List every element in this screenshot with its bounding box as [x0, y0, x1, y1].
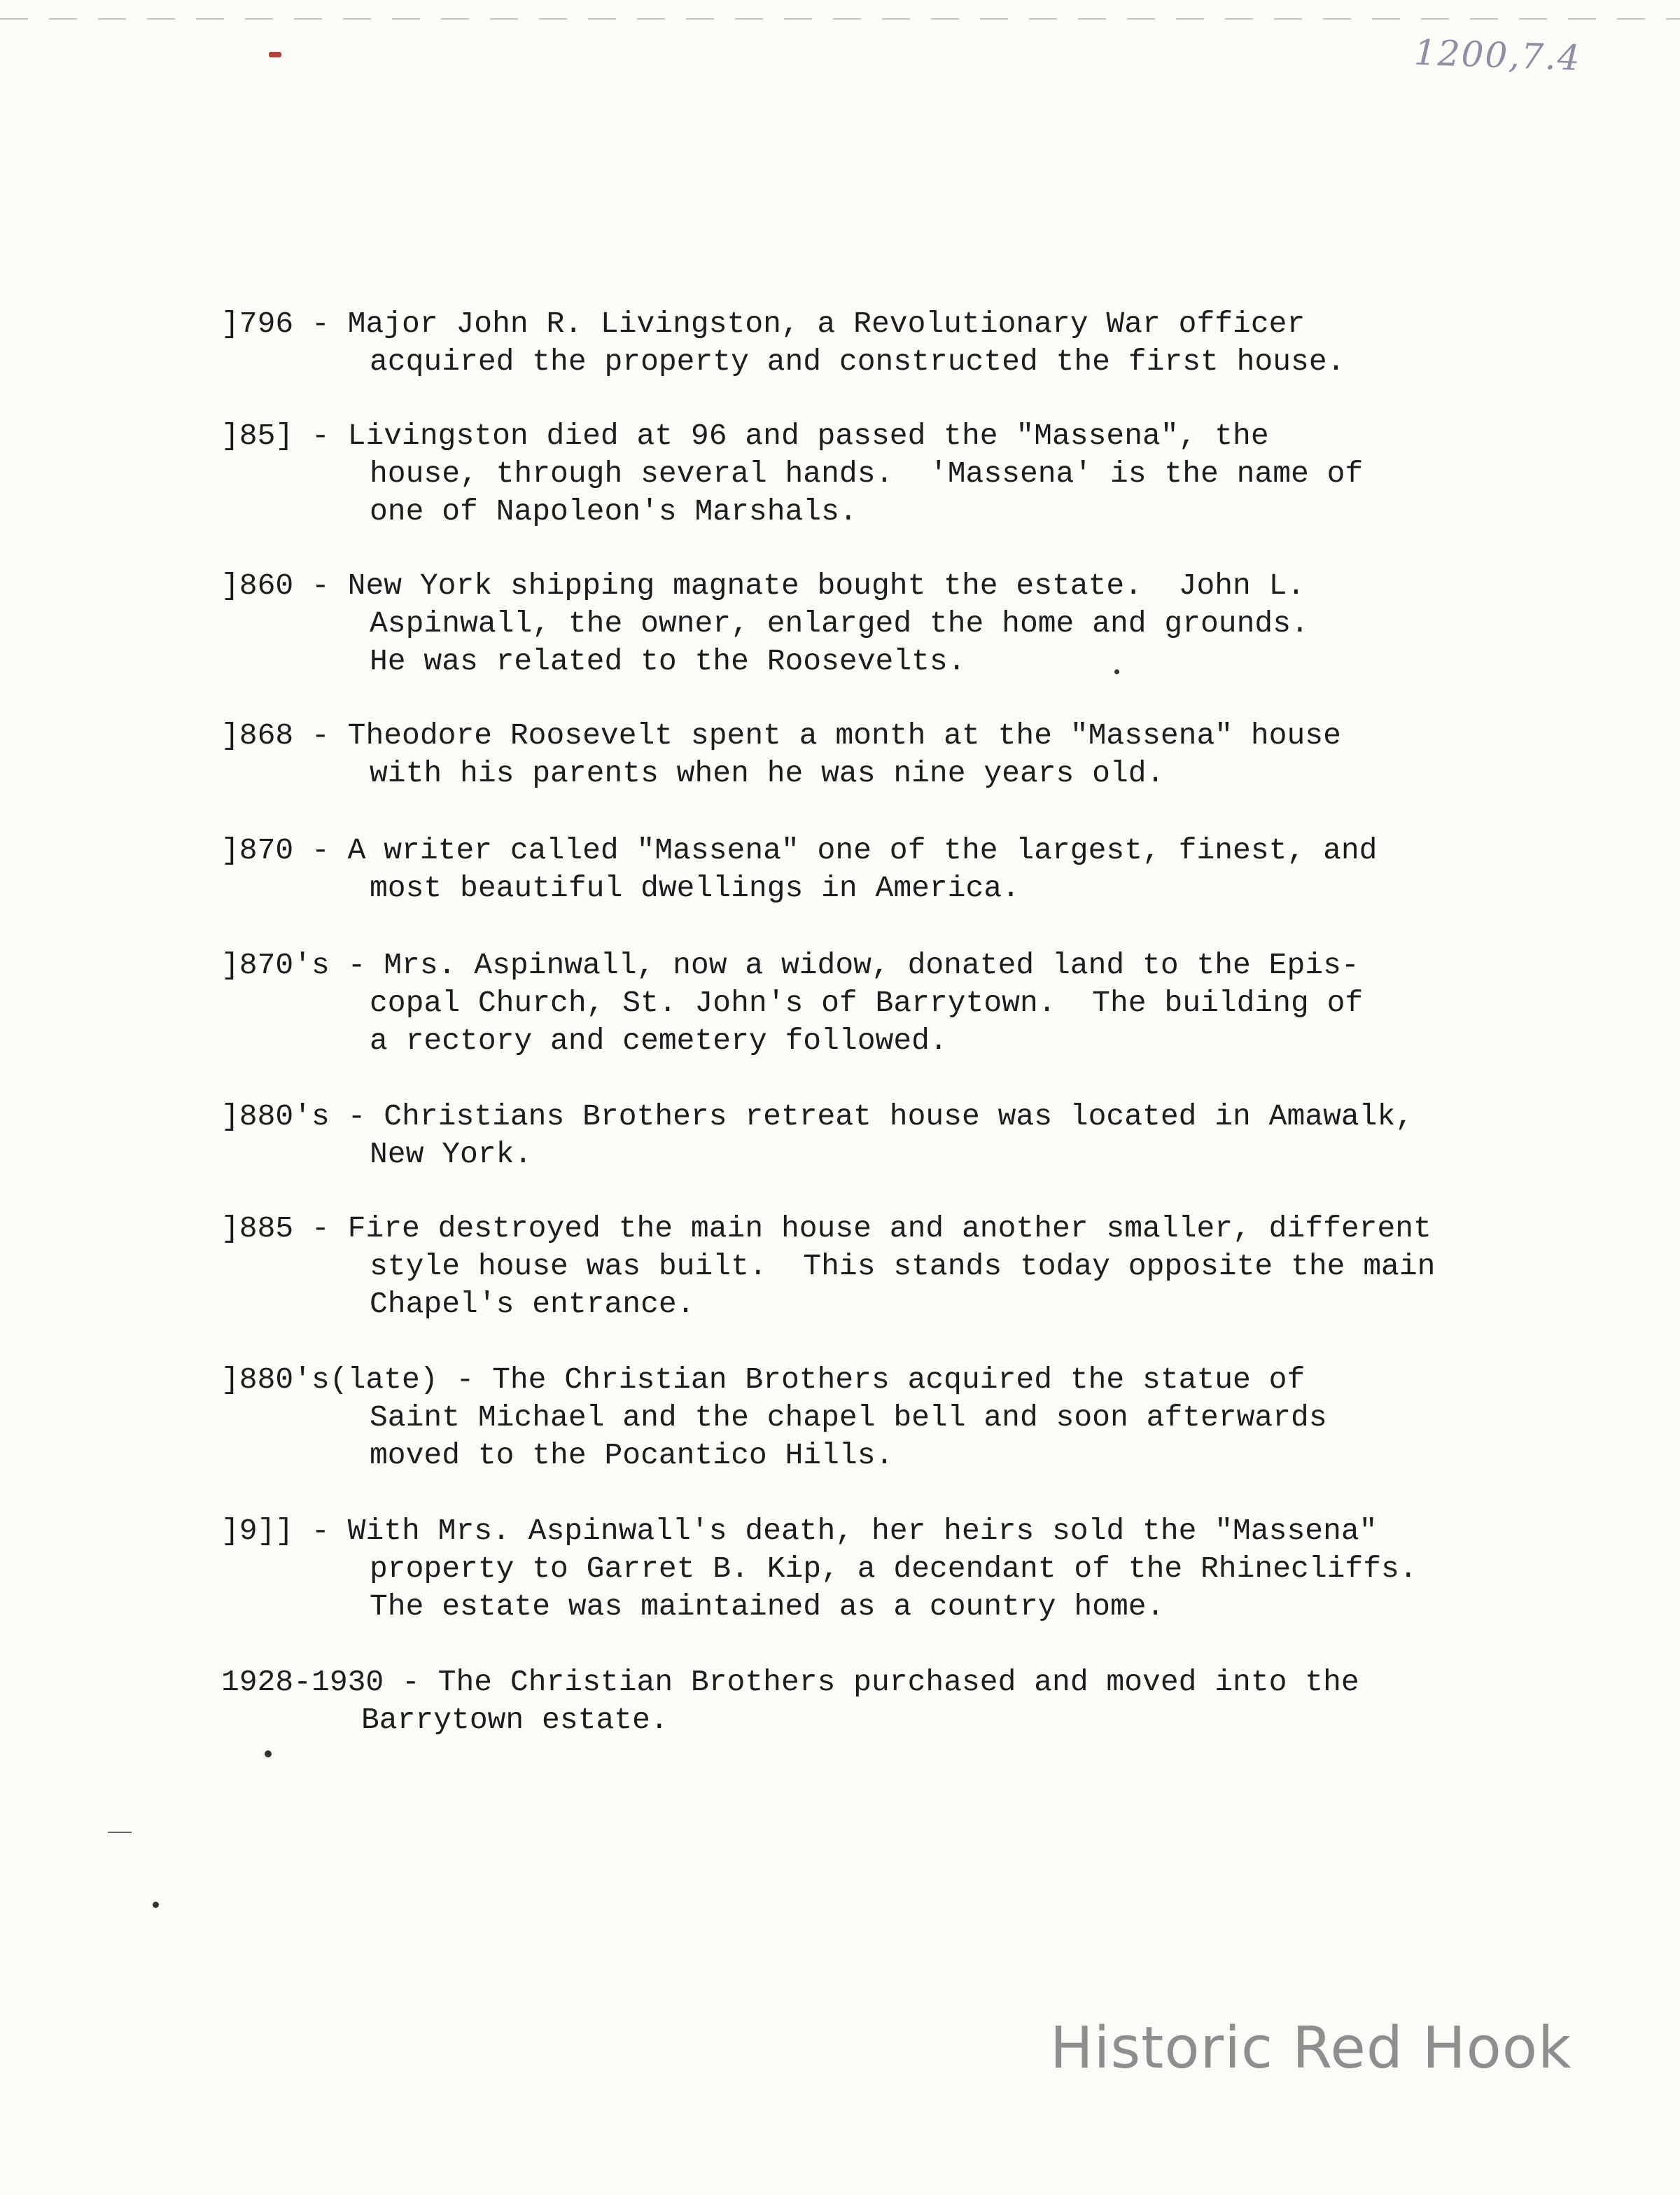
entry-text: The estate was maintained as a country home.	[370, 1589, 1165, 1624]
entry-text: Aspinwall, the owner, enlarged the home and grounds.	[370, 606, 1309, 641]
entry-text: The Christian Brothers acquired the statue of	[492, 1363, 1306, 1397]
entry-text: most beautiful dwellings in America.	[370, 871, 1020, 905]
timeline-entry	[221, 1664, 1593, 1739]
entry-text: Christians Brothers retreat house was located in Amawalk,	[384, 1099, 1414, 1134]
entry-text: one of Napoleon's Marshals.	[370, 494, 858, 529]
entry-text: Livingston died at 96 and passed the "Massena", the	[347, 419, 1269, 453]
timeline-entry	[221, 947, 1593, 1060]
entry-text: moved to the Pocantico Hills.	[370, 1438, 894, 1472]
entry-text: style house was built. This stands today opposite the main	[370, 1249, 1436, 1283]
timeline-entry	[221, 1361, 1593, 1475]
entry-text: New York.	[370, 1137, 533, 1171]
entry-date: ]85]	[221, 419, 294, 453]
entry-dash: -	[293, 307, 348, 341]
entry-text: Saint Michael and the chapel bell and soon afterwards	[370, 1400, 1327, 1435]
timeline-entry	[221, 832, 1593, 907]
entry-dash: -	[293, 1514, 348, 1548]
entry-date: ]868	[221, 718, 294, 753]
entry-dash: -	[438, 1363, 493, 1397]
timeline-entry	[221, 305, 1593, 381]
ink-speck	[1114, 669, 1119, 674]
timeline-entry	[221, 417, 1593, 531]
entry-dash: -	[293, 833, 348, 867]
pencil-mark	[108, 1832, 132, 1833]
ink-speck	[153, 1902, 159, 1908]
entry-date: ]880's(late)	[221, 1363, 438, 1397]
entry-dash: -	[293, 718, 348, 753]
watermark-text: Historic Red Hook	[1050, 2015, 1572, 2082]
entry-dash: -	[293, 1211, 348, 1246]
entry-text: The Christian Brothers purchased and moved into the	[438, 1665, 1359, 1699]
entry-text: A writer called "Massena" one of the largest, finest, and	[347, 833, 1378, 867]
entry-text: house, through several hands. 'Massena' is the name of	[370, 457, 1364, 491]
entry-dash: -	[293, 419, 348, 453]
timeline-entry	[221, 567, 1593, 681]
entry-dash: -	[384, 1665, 438, 1699]
entry-text: Theodore Roosevelt spent a month at the "Massena" house	[347, 718, 1341, 753]
entry-date: 1928-1930	[221, 1665, 384, 1699]
entry-date: ]860	[221, 569, 294, 603]
handwritten-reference-number: 1200,7.4	[1413, 32, 1582, 79]
entry-dash: -	[329, 1099, 384, 1134]
entry-text: Barrytown estate.	[361, 1703, 668, 1737]
entry-dash: -	[329, 948, 384, 982]
entry-text: a rectory and cemetery followed.	[370, 1024, 948, 1058]
entry-date: ]880's	[221, 1099, 330, 1134]
entry-dash: -	[293, 569, 348, 603]
entry-text: copal Church, St. John's of Barrytown. The building of	[370, 986, 1364, 1020]
entry-text: Mrs. Aspinwall, now a widow, donated land to the Epis-	[384, 948, 1359, 982]
entry-text: property to Garret B. Kip, a decendant of the Rhinecliffs.	[370, 1552, 1418, 1586]
entry-date: ]870's	[221, 948, 330, 982]
entry-date: ]796	[221, 307, 294, 341]
timeline-entry	[221, 1098, 1593, 1173]
entry-text: with his parents when he was nine years old.	[370, 756, 1165, 790]
timeline-entry	[221, 1512, 1593, 1626]
timeline-entry	[221, 1210, 1593, 1323]
entry-text: New York shipping magnate bought the estate. John L.	[347, 569, 1306, 603]
entry-text: He was related to the Roosevelts.	[370, 644, 966, 678]
ink-speck	[265, 1750, 272, 1757]
entry-date: ]870	[221, 833, 294, 867]
entry-text: With Mrs. Aspinwall's death, her heirs sold the "Massena"	[347, 1514, 1378, 1548]
timeline-entry	[221, 717, 1593, 793]
entry-text: Chapel's entrance.	[370, 1287, 695, 1321]
entry-text: Fire destroyed the main house and another smaller, different	[347, 1211, 1432, 1246]
entry-text: Major John R. Livingston, a Revolutionary War officer	[347, 307, 1306, 341]
entry-date: ]885	[221, 1211, 294, 1246]
entry-text: acquired the property and constructed the first house.	[370, 344, 1345, 379]
entry-date: ]9]]	[221, 1514, 294, 1548]
